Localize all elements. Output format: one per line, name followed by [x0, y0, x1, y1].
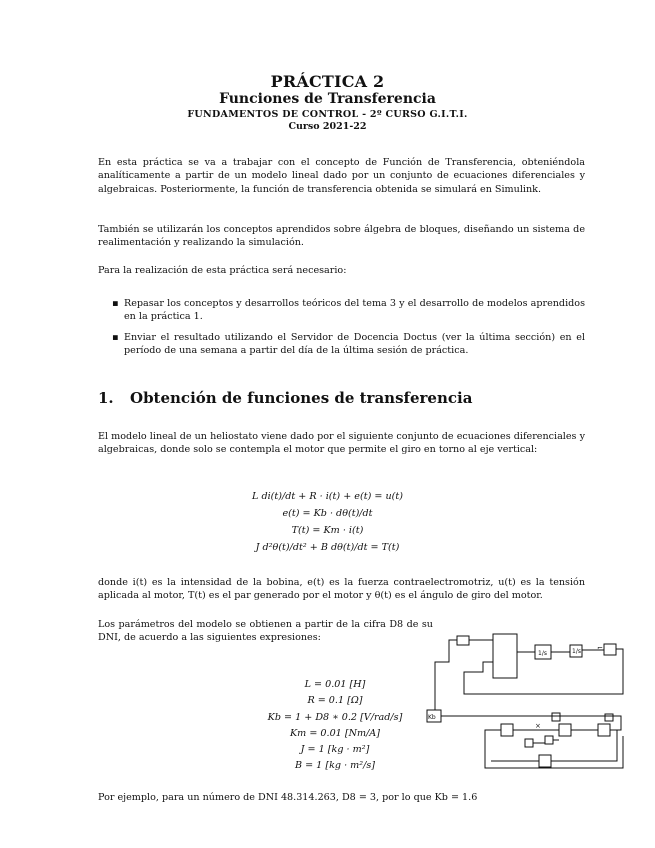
equation-row: T(t) = Km · i(t)	[291, 525, 364, 536]
course-name: FUNDAMENTOS DE CONTROL - 2º CURSO G.I.T.I.	[187, 109, 468, 120]
equation-block	[0, 488, 655, 556]
section-paragraph-3: Los parámetros del modelo se obtienen a partir de la cifra D8 de su DNI, de acuerdo a las siguientes expresiones:	[98, 619, 433, 644]
section-title: Obtención de funciones de transferencia	[130, 389, 473, 407]
kb-gain-label: Kb	[428, 714, 436, 721]
parameter-row: Km = 0.01 [Nm/A]	[290, 727, 380, 739]
parameter-row: R = 0.1 [Ω]	[307, 695, 363, 707]
integrator-block-3	[598, 724, 610, 736]
feedback-gain-block	[539, 755, 551, 767]
parameter-row: J = 1 [kg · m²]	[300, 744, 370, 756]
step-source-block	[457, 636, 469, 645]
bullet-icon: ▪	[112, 298, 119, 309]
section-heading	[98, 388, 472, 408]
intro-paragraph-2: También se utilizarán los conceptos aprendidos sobre álgebra de bloques, diseñando un sistema de realimentación y realizando la simulación.	[98, 224, 585, 249]
page-title: PRÁCTICA 2	[270, 72, 385, 91]
transfer-fn-label: 1/s	[538, 650, 547, 657]
list-item	[98, 331, 585, 358]
course-year: Curso 2021-22	[288, 121, 367, 132]
document-header	[0, 72, 655, 133]
bullet-icon: ▪	[112, 331, 119, 343]
section-paragraph-2: donde i(t) es la intensidad de la bobina, e(t) es la fuerza contraelectromotriz, u(t) es la tensión aplicada al motor, T(t) es el par generado por el motor y θ(t) es el ángulo de giro del motor.	[98, 577, 585, 602]
product-block	[545, 736, 553, 744]
svg-text:⌐: ⌐	[597, 644, 603, 652]
list-item-text: Repasar los conceptos y desarrollos teóricos del tema 3 y el desarrollo de modelos aprendidos en la práctica 1.	[124, 298, 585, 323]
sum-block	[525, 739, 533, 747]
equation-row: J d²θ(t)/dt² + B dθ(t)/dt = T(t)	[255, 542, 400, 553]
simulink-block-diagram-icon	[425, 632, 625, 774]
list-item-text: Enviar el resultado utilizando el Servidor de Docencia Doctus (ver la última sección) en el período de una semana a partir del día de la última sesión de práctica.	[124, 331, 585, 356]
parameter-row: B = 1 [kg · m²/s]	[294, 760, 376, 772]
equation-row: e(t) = Kb · dθ(t)/dt	[282, 508, 373, 519]
list-item	[98, 297, 585, 324]
intro-paragraph-3: Para la realización de esta práctica será necesario:	[98, 265, 347, 276]
small-gain-block	[552, 713, 560, 721]
parameter-row: L = 0.01 [H]	[304, 679, 366, 690]
scope-block-1	[604, 644, 616, 655]
gain-block	[501, 724, 513, 736]
section-paragraph-1: El modelo lineal de un heliostato viene dado por el siguiente conjunto de ecuaciones diferenciales y algebraicas, donde solo se contempla el motor que permite el giro en torno al eje vertical:	[98, 431, 585, 456]
mux-block	[493, 634, 517, 678]
section-number: 1.	[98, 389, 114, 407]
scope-block-2	[605, 714, 613, 721]
intro-paragraph-1: En esta práctica se va a trabajar con el concepto de Función de Transferencia, obteniéndola analíticamente a partir de un modelo lineal dado por un conjunto de ecuaciones diferenciales y algebraicas. Posteriormente, la función de transferencia obtenida se simulará en Simulink.	[98, 157, 585, 195]
parameter-row: Kb = 1 + D8 ∗ 0.2 [V/rad/s]	[267, 711, 403, 723]
requirements-list	[98, 297, 585, 364]
section-paragraph-4: Por ejemplo, para un número de DNI 48.314.263, D8 = 3, por lo que Kb = 1.6	[98, 792, 478, 803]
integrator-label-1: 1/s	[572, 648, 581, 655]
svg-text:×: ×	[535, 722, 541, 730]
page-subtitle: Funciones de Transferencia	[219, 91, 436, 107]
equation-row: L di(t)/dt + R · i(t) + e(t) = u(t)	[252, 491, 403, 502]
integrator-block-2	[559, 724, 571, 736]
